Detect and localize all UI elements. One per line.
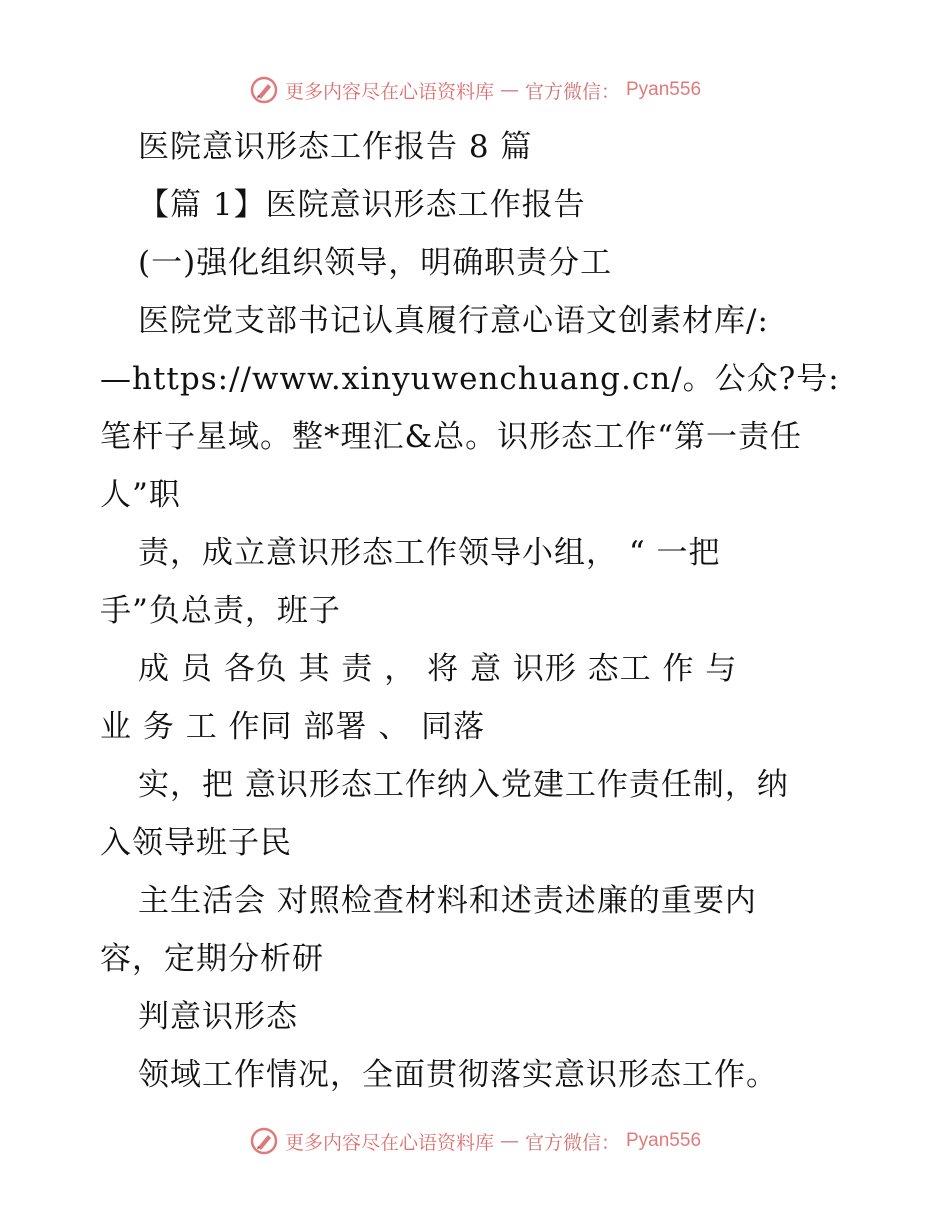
paragraph-line: 容，定期分析研 bbox=[100, 941, 324, 977]
watermark-banner-bottom bbox=[0, 1121, 950, 1161]
watermark-official-text: 官方微信： bbox=[524, 1131, 620, 1154]
paragraph-line: 手”负总责，班子 bbox=[100, 593, 341, 629]
document-title: 医院意识形态工作报告 8 篇 bbox=[138, 129, 533, 165]
paragraph-line: —https://www.xinyuwenchuang.cn/。公众?号: bbox=[100, 361, 840, 397]
watermark-site-text: 更多内容尽在心语资料库 bbox=[284, 1131, 494, 1154]
watermark-wechat-id: Pyan556 bbox=[626, 1130, 702, 1151]
paragraph-line: 责，成立意识形态工作领导小组， “ 一把 bbox=[138, 535, 721, 571]
pen-logo-icon bbox=[249, 1126, 279, 1156]
watermark-official-text: 官方微信： bbox=[524, 80, 620, 103]
pen-logo-icon bbox=[249, 75, 279, 105]
paragraph-line: 笔杆子星域。整*理汇&总。识形态工作“第一责任 bbox=[100, 419, 802, 455]
watermark-dash: — bbox=[499, 1130, 519, 1152]
paragraph-line: 业 务 工 作同 部署 、 同落 bbox=[100, 709, 486, 745]
watermark-dash: — bbox=[499, 79, 519, 101]
paragraph-line: 实，把 意识形态工作纳入党建工作责任制，纳 bbox=[138, 767, 789, 803]
watermark-wechat-id: Pyan556 bbox=[626, 79, 702, 100]
paragraph-line: 成 员 各负 其 责 ， 将 意 识形 态工 作 与 bbox=[138, 651, 738, 687]
paragraph-line: 判意识形态 bbox=[138, 999, 298, 1035]
paragraph-line: 入领导班子民 bbox=[100, 825, 292, 861]
watermark-site-text: 更多内容尽在心语资料库 bbox=[284, 80, 494, 103]
section-heading: 【篇 1】医院意识形态工作报告 bbox=[138, 187, 586, 223]
paragraph-line: 人”职 bbox=[100, 477, 181, 513]
paragraph-line: 主生活会 对照检查材料和述责述廉的重要内 bbox=[138, 883, 757, 919]
paragraph-line: 医院党支部书记认真履行意心语文创素材库/: bbox=[138, 303, 769, 339]
document-body bbox=[100, 118, 850, 1104]
watermark-banner-top bbox=[0, 70, 950, 110]
subsection-heading: (一)强化组织领导，明确职责分工 bbox=[138, 245, 613, 281]
paragraph-line: 领域工作情况，全面贯彻落实意识形态工作。 bbox=[138, 1057, 778, 1093]
